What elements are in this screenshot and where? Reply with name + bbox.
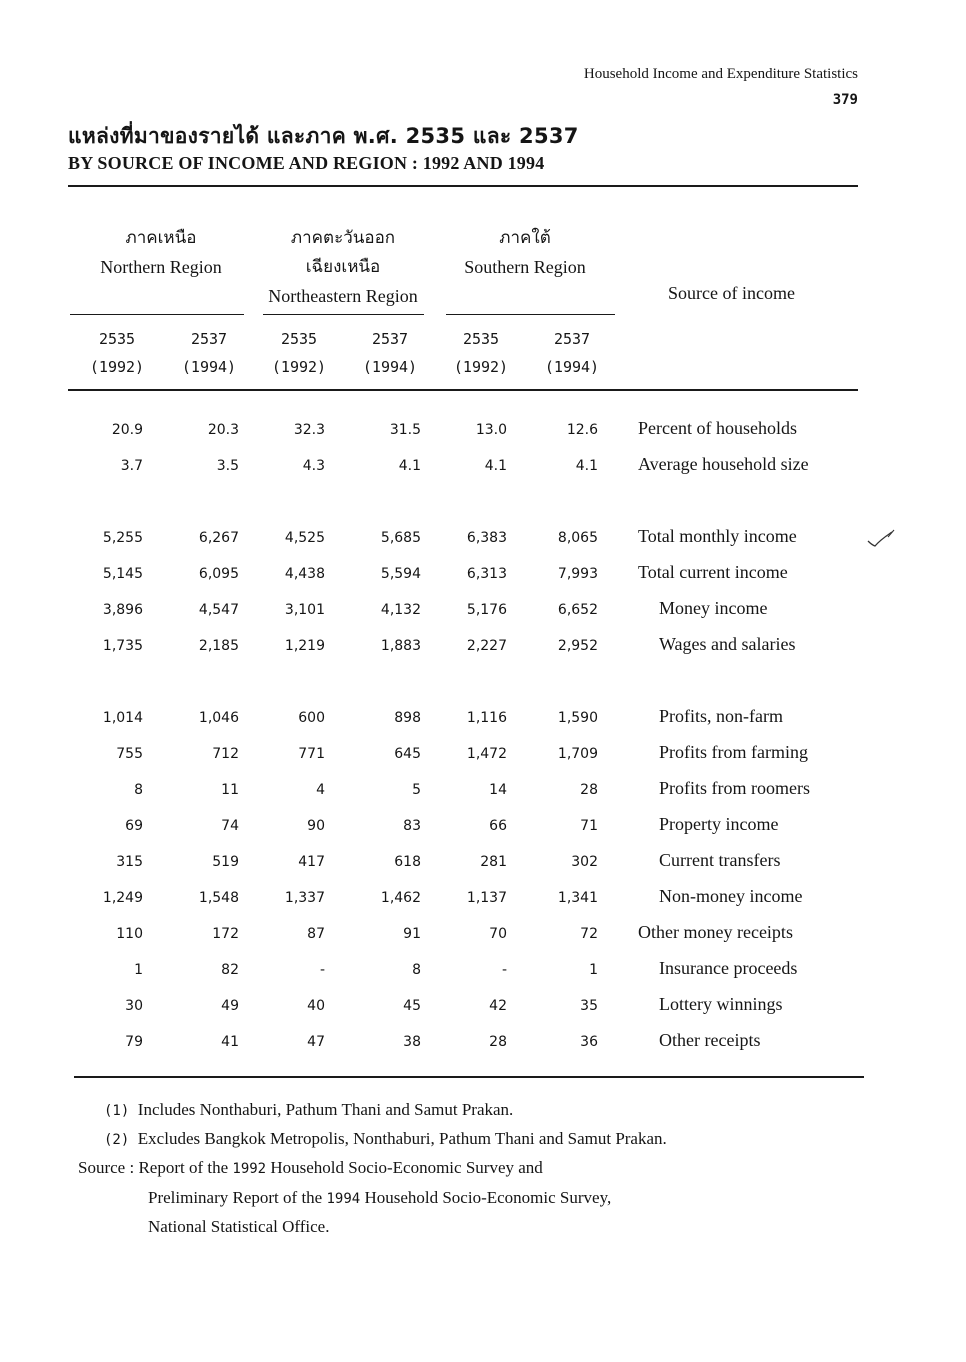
table-cell: 417 [298, 854, 325, 870]
year-be: 2537 [371, 330, 409, 348]
year-be: 2537 [190, 330, 228, 348]
table-cell: 13.0 [475, 422, 507, 438]
table-cell: - [501, 962, 507, 978]
table-cell: 1,219 [284, 638, 325, 654]
table-cell: 71 [580, 818, 598, 834]
table-cell: 6,383 [466, 530, 507, 546]
table-cell: 3,896 [102, 602, 143, 618]
region-header-northeast [250, 224, 436, 311]
table-cell: - [319, 962, 325, 978]
table-cell: 1,014 [102, 710, 143, 726]
table-cell: 8,065 [557, 530, 598, 546]
table-cell: 36 [580, 1034, 598, 1050]
year-header [77, 325, 157, 381]
region-thai: ภาคตะวันออก [290, 228, 396, 248]
table-cell: 600 [298, 710, 325, 726]
region-underline [263, 314, 424, 315]
table-cell: 31.5 [389, 422, 421, 438]
table-cell: 1,883 [380, 638, 421, 654]
table-cell: 1,337 [284, 890, 325, 906]
table-cell: 519 [212, 854, 239, 870]
region-thai: ภาคเหนือ [125, 228, 197, 248]
year-be: 2537 [553, 330, 591, 348]
table-cell: 47 [307, 1034, 325, 1050]
row-label: Profits, non-farm [659, 706, 783, 726]
region-english: Northeastern Region [268, 286, 418, 306]
table-cell: 1,046 [198, 710, 239, 726]
row-label: Total current income [638, 562, 788, 582]
row-label: Average household size [638, 454, 809, 474]
table-cell: 771 [298, 746, 325, 762]
table-cell: 1,709 [557, 746, 598, 762]
table-cell: 645 [394, 746, 421, 762]
source-line-3: National Statistical Office. [148, 1217, 330, 1236]
footnote-marker: (1) [104, 1103, 130, 1119]
table-cell: 49 [221, 998, 239, 1014]
table-cell: 1,341 [557, 890, 598, 906]
year-header [169, 325, 249, 381]
table-cell: 4 [316, 782, 325, 798]
region-underline [446, 314, 615, 315]
table-cell: 6,095 [198, 566, 239, 582]
row-label: Percent of households [638, 418, 797, 438]
table-cell: 20.3 [207, 422, 239, 438]
table-cell: 302 [571, 854, 598, 870]
row-label: Money income [659, 598, 768, 618]
row-label: Non-money income [659, 886, 803, 906]
bottom-rule [74, 1076, 864, 1078]
source-line-1: Source : Report of the 1992 Household Socio-Economic Survey and [78, 1158, 543, 1177]
top-rule [68, 185, 858, 187]
year-be: 2535 [280, 330, 318, 348]
year-be: 2535 [462, 330, 500, 348]
table-cell: 82 [221, 962, 239, 978]
region-underline [70, 314, 244, 315]
table-cell: 1,249 [102, 890, 143, 906]
table-cell: 12.6 [566, 422, 598, 438]
table-cell: 1,548 [198, 890, 239, 906]
row-label: Other money receipts [638, 922, 793, 942]
region-thai-line2: เฉียงเหนือ [305, 257, 381, 277]
row-label: Property income [659, 814, 779, 834]
year-header [441, 325, 521, 381]
table-cell: 618 [394, 854, 421, 870]
table-cell: 712 [212, 746, 239, 762]
table-cell: 7,993 [557, 566, 598, 582]
row-label: Lottery winnings [659, 994, 783, 1014]
table-cell: 2,227 [466, 638, 507, 654]
footnote-text: Includes Nonthaburi, Pathum Thani and Samut Prakan. [137, 1100, 514, 1119]
row-label: Profits from roomers [659, 778, 810, 798]
table-cell: 281 [480, 854, 507, 870]
table-cell: 5,685 [380, 530, 421, 546]
table-cell: 4,438 [284, 566, 325, 582]
table-cell: 1,137 [466, 890, 507, 906]
table-cell: 14 [489, 782, 507, 798]
table-cell: 1,472 [466, 746, 507, 762]
table-cell: 1 [589, 962, 598, 978]
region-english: Southern Region [464, 257, 586, 277]
table-cell: 4,525 [284, 530, 325, 546]
table-cell: 74 [221, 818, 239, 834]
table-cell: 4.1 [575, 458, 598, 474]
region-thai: ภาคใต้ [499, 228, 551, 248]
running-header: Household Income and Expenditure Statistics [583, 66, 858, 82]
table-cell: 6,267 [198, 530, 239, 546]
year-header [532, 325, 612, 381]
footnote-2 [104, 1129, 667, 1149]
table-cell: 5 [412, 782, 421, 798]
table-cell: 20.9 [111, 422, 143, 438]
row-label: Wages and salaries [659, 634, 796, 654]
table-cell: 83 [403, 818, 421, 834]
table-cell: 5,255 [102, 530, 143, 546]
year-ce: (1992) [89, 358, 145, 376]
table-cell: 4,132 [380, 602, 421, 618]
row-label: Insurance proceeds [659, 958, 798, 978]
table-cell: 6,313 [466, 566, 507, 582]
region-header-south [432, 224, 618, 282]
table-cell: 172 [212, 926, 239, 942]
source-of-income-header: Source of income [668, 283, 795, 303]
table-cell: 90 [307, 818, 325, 834]
table-cell: 1 [134, 962, 143, 978]
table-cell: 315 [116, 854, 143, 870]
year-ce: (1992) [453, 358, 509, 376]
table-cell: 1,735 [102, 638, 143, 654]
table-cell: 3.5 [216, 458, 239, 474]
table-cell: 11 [221, 782, 239, 798]
table-cell: 4.1 [398, 458, 421, 474]
footnote-marker: (2) [104, 1132, 130, 1148]
row-label: Total monthly income [638, 526, 797, 546]
year-ce: (1994) [544, 358, 600, 376]
footnote-text: Excludes Bangkok Metropolis, Nonthaburi, Pathum Thani and Samut Prakan. [137, 1129, 667, 1148]
table-cell: 69 [125, 818, 143, 834]
year-ce: (1994) [181, 358, 237, 376]
table-cell: 5,594 [380, 566, 421, 582]
page-number: 379 [832, 92, 858, 108]
table-cell: 41 [221, 1034, 239, 1050]
table-cell: 79 [125, 1034, 143, 1050]
table-cell: 91 [403, 926, 421, 942]
year-ce: (1992) [271, 358, 327, 376]
source-line-2: Preliminary Report of the 1994 Household Socio-Economic Survey, [148, 1188, 612, 1207]
table-cell: 42 [489, 998, 507, 1014]
table-cell: 1,116 [466, 710, 507, 726]
region-header-north [68, 224, 254, 282]
table-cell: 45 [403, 998, 421, 1014]
title-english: BY SOURCE OF INCOME AND REGION : 1992 AND 1994 [68, 153, 545, 173]
table-cell: 2,952 [557, 638, 598, 654]
table-cell: 40 [307, 998, 325, 1014]
table-cell: 87 [307, 926, 325, 942]
table-cell: 32.3 [293, 422, 325, 438]
region-english: Northern Region [100, 257, 222, 277]
table-cell: 70 [489, 926, 507, 942]
table-cell: 110 [116, 926, 143, 942]
table-cell: 66 [489, 818, 507, 834]
table-cell: 898 [394, 710, 421, 726]
table-cell: 35 [580, 998, 598, 1014]
year-header [350, 325, 430, 381]
table-cell: 5,145 [102, 566, 143, 582]
table-cell: 38 [403, 1034, 421, 1050]
footnote-1 [104, 1100, 513, 1120]
table-cell: 4.1 [484, 458, 507, 474]
year-header [259, 325, 339, 381]
table-cell: 5,176 [466, 602, 507, 618]
row-label: Profits from farming [659, 742, 808, 762]
table-cell: 4,547 [198, 602, 239, 618]
table-cell: 3.7 [120, 458, 143, 474]
title-thai: แหล่งที่มาของรายได้ และภาค พ.ศ. 2535 และ 2537 [68, 124, 579, 148]
row-label: Current transfers [659, 850, 781, 870]
table-cell: 30 [125, 998, 143, 1014]
header-rule [68, 389, 858, 391]
table-cell: 72 [580, 926, 598, 942]
table-cell: 1,590 [557, 710, 598, 726]
table-cell: 3,101 [284, 602, 325, 618]
table-cell: 2,185 [198, 638, 239, 654]
table-cell: 8 [134, 782, 143, 798]
table-cell: 6,652 [557, 602, 598, 618]
table-cell: 755 [116, 746, 143, 762]
row-label: Other receipts [659, 1030, 761, 1050]
table-cell: 1,462 [380, 890, 421, 906]
handwritten-check-mark [866, 528, 898, 550]
table-cell: 4.3 [302, 458, 325, 474]
source-label: Source : [78, 1158, 135, 1177]
table-cell: 28 [580, 782, 598, 798]
year-ce: (1994) [362, 358, 418, 376]
year-be: 2535 [98, 330, 136, 348]
table-cell: 8 [412, 962, 421, 978]
table-cell: 28 [489, 1034, 507, 1050]
